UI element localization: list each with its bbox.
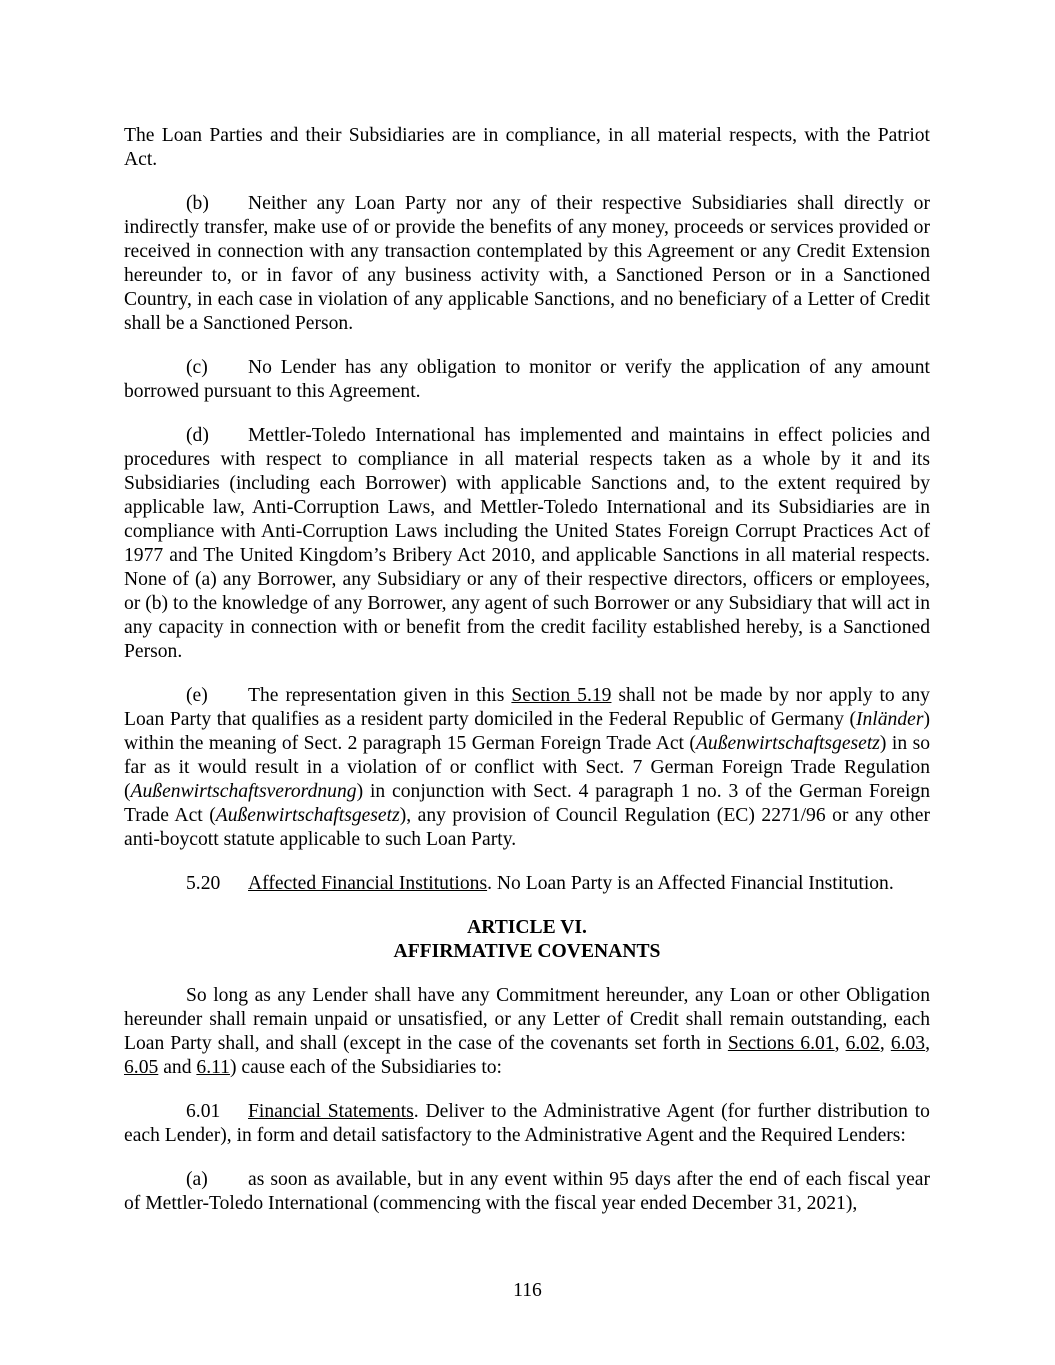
paragraph-patriot-act: The Loan Parties and their Subsidiaries are in compliance, in all material respects, with the Patriot Act. bbox=[124, 125, 930, 170]
article-heading bbox=[124, 916, 930, 964]
section-reference-5-19: Section 5.19 bbox=[511, 685, 612, 706]
clause-text-e-6: ), any provision of Council Regulation (EC) 2271/96 or any other anti-boycott statute applicable to such Loan Party. bbox=[124, 805, 931, 850]
paragraph-c bbox=[124, 356, 930, 404]
paragraph-a bbox=[124, 1168, 930, 1216]
section-reference-6-01: Sections 6.01 bbox=[727, 1033, 835, 1054]
clause-text-e-3: ) within the meaning of Sect. 2 paragraph 15 German Foreign Trade Act ( bbox=[124, 709, 930, 754]
section-5-20 bbox=[124, 872, 930, 896]
page-number: 116 bbox=[513, 1280, 542, 1301]
paragraph-d bbox=[124, 424, 930, 664]
paragraph-b bbox=[124, 192, 930, 336]
section-6-01 bbox=[124, 1100, 930, 1148]
italic-term-aussenwirtschaftsgesetz-2: Außenwirtschaftsgesetz bbox=[215, 805, 400, 826]
section-reference-6-11: 6.11 bbox=[196, 1057, 230, 1078]
clause-number-a: (a) bbox=[186, 1169, 208, 1190]
clause-number-b: (b) bbox=[186, 193, 209, 214]
section-number-6-01: 6.01 bbox=[186, 1101, 221, 1122]
article-number: ARTICLE VI. bbox=[467, 917, 587, 938]
italic-term-aussenwirtschaftsverordnung: Außenwirtschaftsverordnung bbox=[130, 781, 357, 802]
clause-text-e-5: ) in conjunction with Sect. 4 paragraph 1 no. 3 of the German Foreign Trade Act ( bbox=[124, 781, 930, 826]
separator: , bbox=[834, 1033, 846, 1054]
section-reference-6-03: 6.03 bbox=[890, 1033, 926, 1054]
separator: and bbox=[158, 1057, 197, 1078]
italic-term-inlander: Inländer bbox=[855, 709, 924, 730]
section-title-5-20: Affected Financial Institutions bbox=[248, 873, 488, 894]
separator: , bbox=[925, 1033, 931, 1054]
clause-text-e-1: The representation given in this bbox=[248, 685, 512, 706]
section-reference-6-05: 6.05 bbox=[124, 1057, 159, 1078]
intro-text-1: So long as any Lender shall have any Commitment hereunder, any Loan or other Obligation hereunder shall remain unpaid or unsatisfied, or any Letter of Credit shall remain outstanding, each Loan Party shall, and shall (except in the case of the covenants set forth in bbox=[124, 985, 930, 1054]
document-page bbox=[124, 124, 930, 1236]
paragraph-e bbox=[124, 684, 930, 852]
italic-term-aussenwirtschaftsgesetz-1: Außenwirtschaftsgesetz bbox=[695, 733, 880, 754]
article-title: AFFIRMATIVE COVENANTS bbox=[393, 941, 661, 962]
clause-text-b: Neither any Loan Party nor any of their respective Subsidiaries shall directly or indirectly transfer, make use of or provide the benefits of any money, proceeds or services provided or received in connection with any transaction contemplated by this Agreement or any Credit Extension hereunder to, or in favor of any business activity with, a Sanctioned Person or in a Sanctioned Country, in each case in violation of any applicable Sanctions, and no beneficiary of a Letter of Credit shall be a Sanctioned Person. bbox=[124, 193, 930, 334]
section-number-5-20: 5.20 bbox=[186, 873, 221, 894]
section-title-6-01: Financial Statements bbox=[248, 1101, 414, 1122]
clause-text-d: Mettler-Toledo International has implemented and maintains in effect policies and procedures with respect to compliance in all material respects taken as a whole by it and its Subsidiaries (including each Borrower) with applicable Sanctions and, to the extent required by applicable law, Anti-Corruption Laws, and Mettler-Toledo International and its Subsidiaries are in compliance with Anti-Corruption Laws including the United States Foreign Corrupt Practices Act of 1977 and The United Kingdom’s Bribery Act 2010, and applicable Sanctions in all material respects. None of (a) any Borrower, any Subsidiary or any of their respective directors, officers or employees, or (b) to the knowledge of any Borrower, any agent of such Borrower or any Subsidiary that will act in any capacity in connection with or benefit from the credit facility established hereby, is a Sanctioned Person. bbox=[124, 425, 930, 662]
section-reference-6-02: 6.02 bbox=[845, 1033, 880, 1054]
section-text-6-01: . Deliver to the Administrative Agent (for further distribution to each Lender), in form and detail satisfactory to the Administrative Agent and the Required Lenders: bbox=[124, 1101, 930, 1146]
clause-text-e-2: shall not be made by nor apply to any Loan Party that qualifies as a resident party domiciled in the Federal Republic of Germany ( bbox=[124, 685, 930, 730]
article-intro-paragraph bbox=[124, 984, 930, 1080]
clause-number-d: (d) bbox=[186, 425, 209, 446]
clause-number-c: (c) bbox=[186, 357, 208, 378]
separator: , bbox=[879, 1033, 891, 1054]
clause-text-e-4: ) in so far as it would result in a violation of or conflict with Sect. 7 German Foreign Trade Regulation ( bbox=[124, 733, 931, 802]
clause-text-a: as soon as available, but in any event within 95 days after the end of each fiscal year of Mettler-Toledo International (commencing with the fiscal year ended December 31, 2021), bbox=[124, 1169, 930, 1214]
clause-text-c: No Lender has any obligation to monitor or verify the application of any amount borrowed pursuant to this Agreement. bbox=[124, 357, 930, 402]
intro-text-2: ) cause each of the Subsidiaries to: bbox=[229, 1057, 502, 1078]
section-text-5-20: . No Loan Party is an Affected Financial Institution. bbox=[487, 873, 894, 894]
clause-number-e: (e) bbox=[186, 685, 208, 706]
